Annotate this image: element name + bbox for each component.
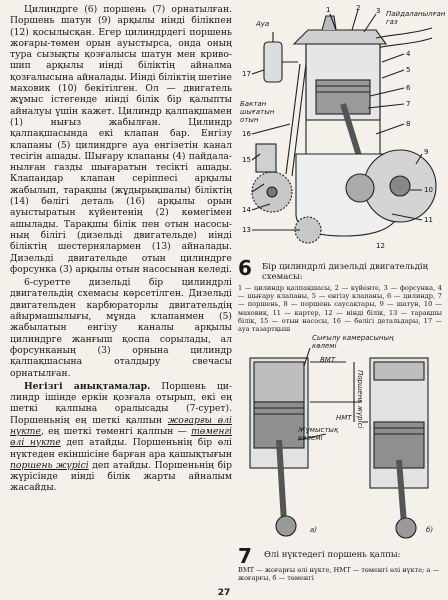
figure-6-caption-text: 1 — цилиндр қалпақшасы, 2 — күйенте, 3 — форсунка, 4 — шығару клапаны, 5 — енгізу клапаны, 6 — цилиндр, 7 — поршень, 8 — поршень саусақтары, 9 — шатун, 10 — маховик, 11 — картер, 12 — иінді білік, 13 — тарақшы білік, 15 — отын насосы, 16 — бөлігі детальдары, 17 — ауа тазартқыш [238,284,442,334]
paragraph-diesel-scheme: 6-суретте дизельді бір цилиндрлі двигательдің схемасы көрсетілген. Дизельді двигательден карбюраторлы двигательдің айырмашылығы, мұнда клапанмен (5) жабылатын енгізу каналы арқылы цилиндрге жанғыш қоспа сорылады, ал форсунканың (3) орнына цилиндр қалпақшасына оталдыру свечасы орнатылған. [10,277,232,379]
body-text-column [10,4,232,494]
definitions-heading: Негізгі анықтамалар. [24,380,151,392]
callout-14: 14 [242,206,251,214]
label-combustion-chamber: Сығылу камерасының көлемі [312,334,394,350]
label-exhaust-gas: Пайдаланылған газ [386,10,446,26]
term-piston-stroke: поршень жүрісі [10,459,89,471]
label-working-volume: Жұмыстық көлемі [298,426,339,442]
figure-7-piston-positions [236,330,442,544]
callout-3: 3 [376,7,381,15]
callout-6: 6 [406,84,411,92]
callout-8: 8 [406,120,411,128]
figure-7-number: 7 [238,544,252,568]
page-number: 27 [217,588,231,598]
label-bmt-a: ВМТ [320,356,336,364]
label-a: а) [310,526,318,534]
term-upper-dead-point: жоғарғы өлі нүкте [10,414,232,437]
callout-2: 2 [356,4,361,12]
callout-11: 11 [424,216,433,224]
callout-10: 10 [424,186,433,194]
label-b: б) [426,526,434,534]
figure-6-number: 6 [238,256,252,280]
term-lower-dead-point: төменгі өлі нүкте [10,425,232,449]
callout-5: 5 [406,66,411,74]
callout-7: 7 [406,100,411,108]
definitions-text-2: , ең шеткі төменгі қалпын — [40,425,192,437]
figure-7-caption-title: Өлі нүктедегі поршень қалпы: [264,550,401,560]
figure-6-caption-title: Бір цилиндрлі дизельді двигательдің схемасы: [262,262,429,282]
label-piston-stroke: Поршень жүрісі [356,370,364,429]
figure-7-caption-text: ВМТ — жоғарғы өлі нүкте, НМТ — төменгі өлі нүкте; а — жоғарғы, б — төменгі [238,566,440,583]
definitions-text-4: деп атайды. Поршеньнің бір жүрісінде иінді білік жарты айналым жасайды. [10,459,232,494]
label-fuel-from-tank: Бактан шығатын отын [240,100,275,124]
definitions-text-1: Поршень цилиндр ішінде еркін қозғала отырып, екі ең шеткі қалпына оралысады (7-сурет). Поршеньнің ең шеткі қалпын [10,380,233,426]
engine-drawing [236,4,446,252]
callout-17: 17 [242,70,251,78]
paragraph-engine-parts: Цилиндрге (6) поршень (7) орнатылған. Поршень шатун (9) арқылы иінді білікпен (12) қосылысқан. Егер цилиндрдегі поршень жоғары-төмен орын ауыстырса, онда оның тура сызықты қозғалысы шатун мен кривошип арқылы иінді біліктің айналма қозғалысына айналады. Иінді біліктің шетіне маховик (10) бекітілген. Ол — двигатель жұмыс істегенде иінді білік бір қалыпты айналуы үшін кажет. Цилиндр қалпақшамен (1) нығыз жабылған. Цилиндр қалпақшасында екі клапан бар. Енгізу клапаны (5) цилиндрге ауа енгізетін канал тесігін ашады. Шығару клапаны (4) пайдаланылған газды шығаратын тесікті ашады. Клапандар клапан серіппесі арқылы жабылып, тарақшы (жұдырықшалы) біліктің (14) бөлігі деталь (16) арқылы орын ауыстыратын күйентенің (2) көмегімен ашылады. Тарақшы білік пен отын насосының білігі (дизельді двигательде) иінді біліктің шестернялармен (13) айналады. Дизельді двигательде отын цилиндрге форсунка (3) арқылы отын насосынан келеді. [10,4,232,275]
paragraph-definitions [10,381,232,494]
definitions-text-3: деп атайды. Поршеньнің бір өлі нүктеден екіншісіне барған ара қашықтығын [10,437,232,460]
callout-4: 4 [406,50,411,58]
label-nmt-b: НМТ [336,414,352,422]
label-air: Ауа [256,20,270,28]
figure-6-engine-diagram [236,4,446,252]
callout-16: 16 [242,130,251,138]
callout-1: 1 [326,6,331,14]
callout-15: 15 [242,156,251,164]
callout-13: 13 [242,226,251,234]
callout-9: 9 [424,148,429,156]
callout-12: 12 [376,242,385,250]
